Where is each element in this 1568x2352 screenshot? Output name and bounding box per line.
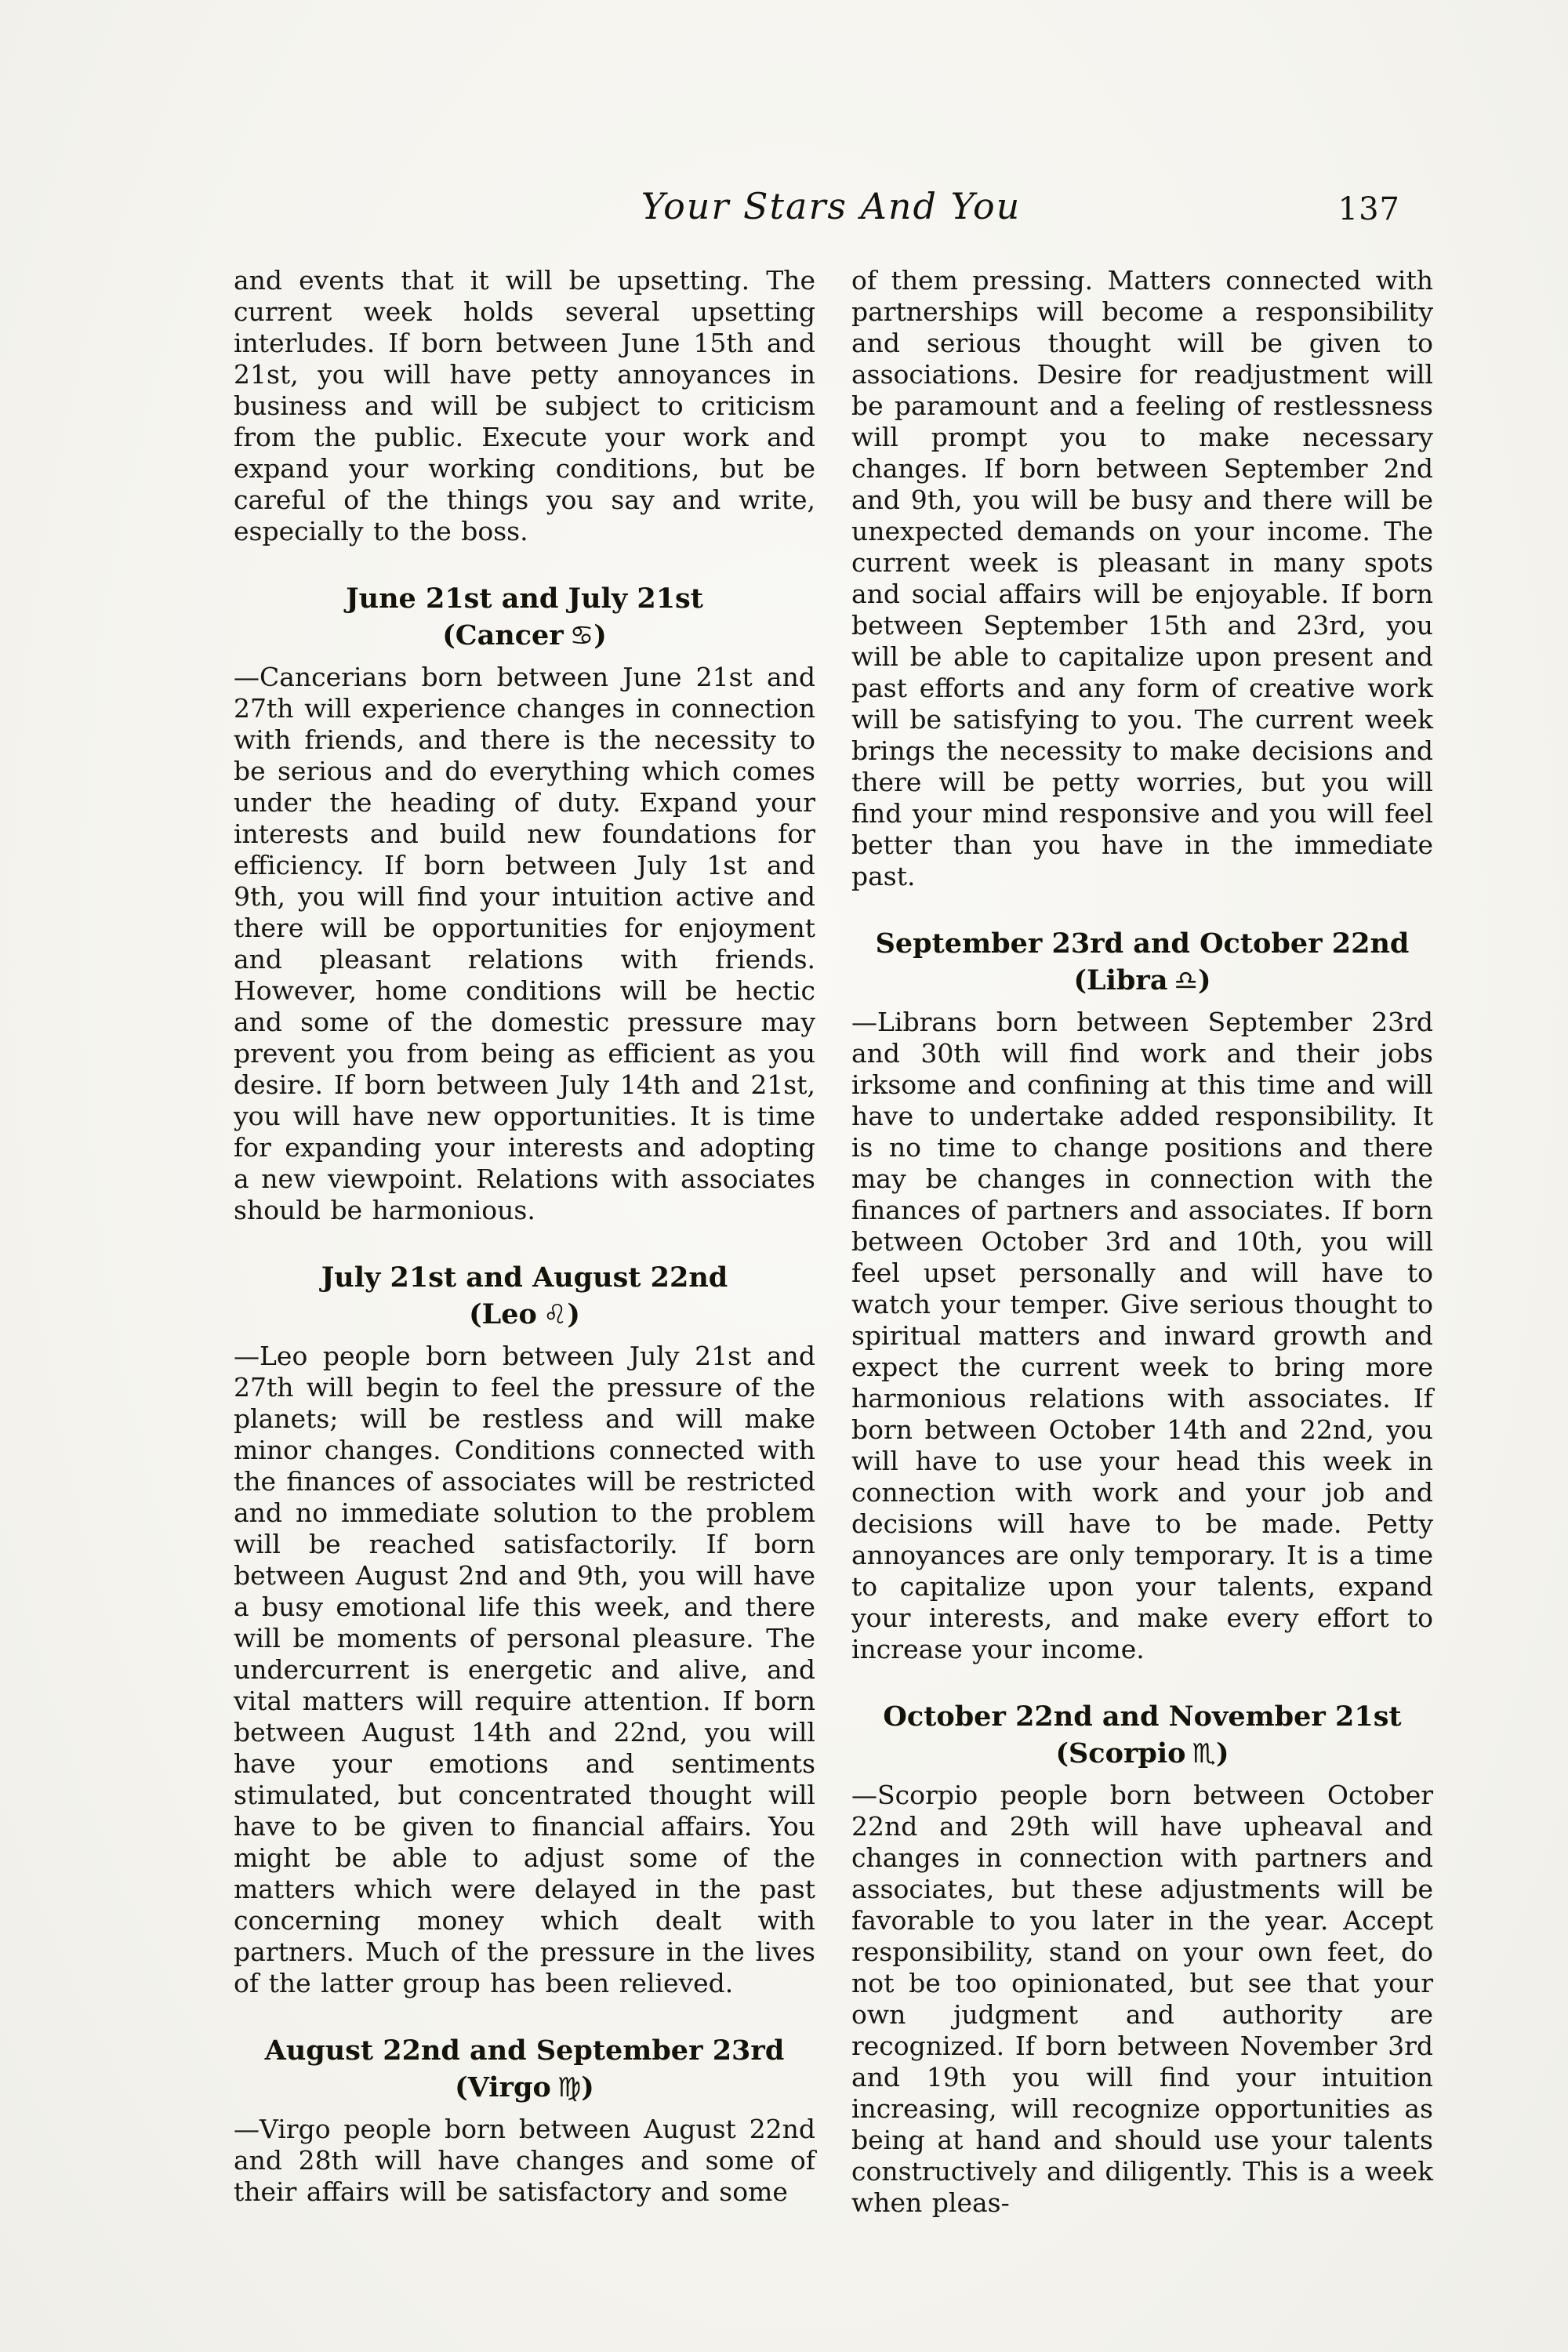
leo-zodiac-icon: ♌: [543, 1299, 568, 1330]
section-cancer: [234, 582, 815, 1226]
page-title: Your Stars And You: [641, 185, 1022, 227]
cancer-zodiac-icon: ♋: [569, 620, 594, 652]
intro-paragraph: and events that it will be upsetting. The current week holds several upsetting interludes. If born between June 15th and 21st, you will have petty annoyances in business and will be subject to criticism from the public. Execute your work and expand your working conditions, but be careful of the things you say and write, especially to the boss.: [234, 265, 815, 546]
section-leo: [234, 1261, 815, 1999]
sign-line: [851, 963, 1433, 999]
sign-line: [851, 1736, 1433, 1772]
section-heading: October 22nd and November 21st: [883, 1700, 1402, 1733]
sign-name: (Leo: [469, 1298, 537, 1330]
section-heading: June 21st and July 21st: [346, 583, 703, 615]
sign-close-paren: ): [567, 1298, 580, 1330]
intro-paragraph: of them pressing. Matters connected with partnerships will become a responsibility and serious thought will be given to associations. Desire for readjustment will be paramount and a feeling of restlessness will prompt you to make necessary changes. If born between September 2nd and 9th, you will be busy and there will be unexpected demands on your income. The current week is pleasant in many spots and social affairs will be enjoyable. If born between September 15th and 23rd, you will be able to capitalize upon present and past efforts and any form of creative work will be satisfying to you. The current week brings the necessity to make decisions and there will be petty worries, but you will find your mind responsive and you will feel better than you have in the immediate past.: [851, 265, 1433, 891]
section-heading: July 21st and August 22nd: [321, 1261, 728, 1294]
section-paragraph: —Virgo people born between August 22nd and 28th will have changes and some of their affairs will be satisfactory and some: [234, 2114, 815, 2207]
section-libra: [851, 927, 1433, 1665]
sign-name: (Libra: [1073, 964, 1168, 996]
sign-name: (Cancer: [442, 619, 564, 652]
section-scorpio: [851, 1700, 1433, 2219]
sign-line: [234, 2070, 815, 2106]
sign-name: (Scorpio: [1055, 1737, 1186, 1769]
section-paragraph: —Librans born between September 23rd and 30th will find work and their jobs irksome and confining at this time and will have to undertake added responsibility. It is no time to change positions and there may be changes in connection with the finances of partners and associates. If born between October 3rd and 10th, you will feel upset personally and will have to watch your temper. Give serious thought to spiritual matters and inward growth and expect the current week to bring more harmonious relations with associates. If born between October 14th and 22nd, you will have to use your head this week in connection with work and your job and decisions will have to be made. Petty annoyances are only temporary. It is a time to capitalize upon your talents, expand your interests, and make every effort to increase your income.: [851, 1007, 1433, 1664]
right-column: [851, 265, 1433, 2219]
sign-close-paren: ): [1197, 964, 1211, 996]
page-number: 137: [1338, 191, 1400, 227]
sign-close-paren: ): [581, 2071, 594, 2103]
section-paragraph: —Scorpio people born between October 22nd and 29th will have upheaval and changes in connection with partners and associates, but these adjustments will be favorable to you later in the year. Accept responsibility, stand on your own feet, do not be too opinionated, but see that your own judgment and authority are recognized. If born between November 3rd and 19th you will find your intuition increasing, will recognize opportunities as being at hand and should use your talents constructively and diligently. This is a week when pleas-: [851, 1780, 1433, 2218]
sign-line: [234, 1297, 815, 1333]
sign-line: [234, 618, 815, 654]
sign-name: (Virgo: [455, 2071, 551, 2103]
left-column: [234, 265, 815, 2208]
page-header: [235, 185, 1427, 227]
scorpio-zodiac-icon: ♏: [1192, 1738, 1216, 1769]
sign-close-paren: ): [593, 619, 607, 652]
sign-close-paren: ): [1215, 1737, 1229, 1769]
section-paragraph: —Leo people born between July 21st and 27th will begin to feel the pressure of the planets; will be restless and will make minor changes. Conditions connected with the finances of associates will be restricted and no immediate solution to the problem will be reached satisfactorily. If born between August 2nd and 9th, you will have a busy emotional life this week, and there will be moments of personal pleasure. The undercurrent is energetic and alive, and vital matters will require attention. If born between August 14th and 22nd, you will have your emotions and sentiments stimulated, but concentrated thought will have to be given to financial affairs. You might be able to adjust some of the matters which were delayed in the past concerning money which dealt with partners. Much of the pressure in the lives of the latter group has been relieved.: [234, 1341, 815, 1998]
libra-zodiac-icon: ♎: [1174, 965, 1198, 996]
section-heading: September 23rd and October 22nd: [875, 927, 1410, 960]
virgo-zodiac-icon: ♍: [557, 2072, 582, 2103]
section-heading: August 22nd and September 23rd: [264, 2034, 785, 2067]
section-paragraph: —Cancerians born between June 21st and 27th will experience changes in connection with friends, and there is the necessity to be serious and do everything which comes under the heading of duty. Expand your interests and build new foundations for efficiency. If born between July 1st and 9th, you will find your intuition active and there will be opportunities for enjoyment and pleasant relations with friends. However, home conditions will be hectic and some of the domestic pressure may prevent you from being as efficient as you desire. If born between July 14th and 21st, you will have new opportunities. It is time for expanding your interests and adopting a new viewpoint. Relations with associates should be harmonious.: [234, 662, 815, 1225]
section-virgo: [234, 2034, 815, 2208]
